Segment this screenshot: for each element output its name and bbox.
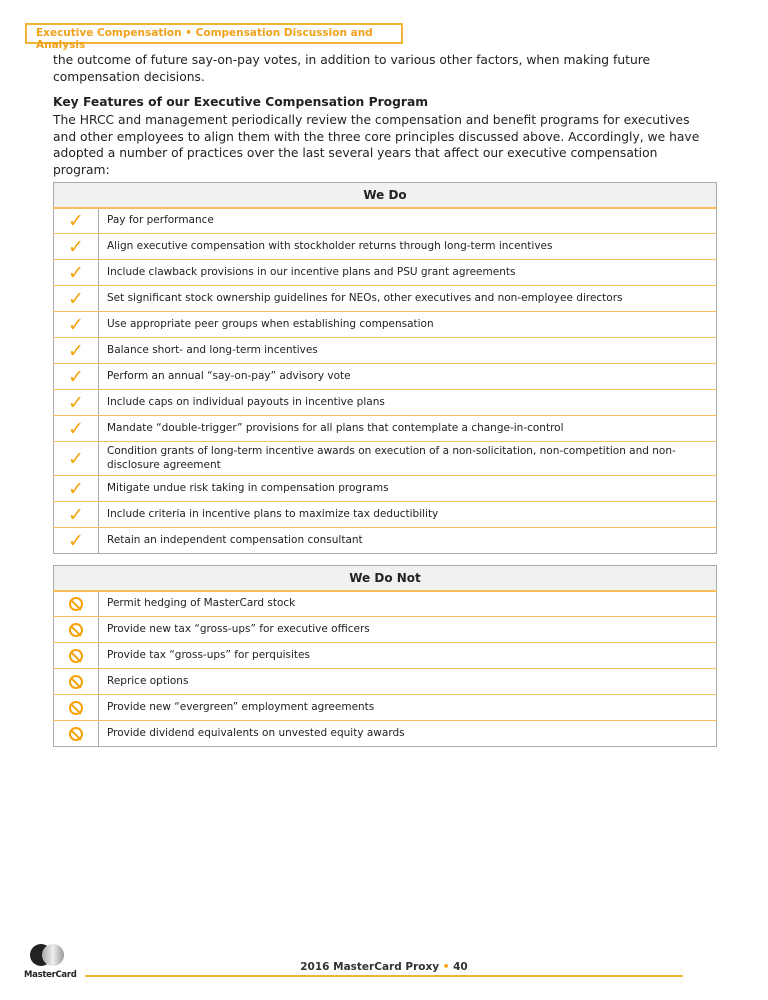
table-row [54, 364, 717, 390]
list-item: Retain an independent compensation consultant [99, 528, 717, 554]
table-row [54, 208, 717, 234]
section-body: The HRCC and management periodically review the compensation and benefit programs for executives and other employees to align them with the three core principles discussed above. Accordingly, we have adopted a number of practices over the last several years that affect our executive compensation program: [53, 113, 700, 177]
table-row [54, 721, 717, 747]
prohibited-icon [54, 591, 99, 617]
prohibited-icon [54, 669, 99, 695]
table-row [54, 528, 717, 554]
checkmark-icon: ✓ [54, 338, 99, 364]
we-do-not-table [53, 565, 717, 747]
checkmark-icon: ✓ [54, 208, 99, 234]
we-do-table [53, 182, 717, 554]
list-item: Set significant stock ownership guidelines for NEOs, other executives and non-employee directors [99, 286, 717, 312]
table-row [54, 312, 717, 338]
table-row [54, 669, 717, 695]
checkmark-icon: ✓ [54, 364, 99, 390]
list-item: Include clawback provisions in our incentive plans and PSU grant agreements [99, 260, 717, 286]
page-footer: 2016 MasterCard Proxy • 40 [300, 961, 468, 973]
footer-rule [85, 975, 683, 977]
prohibited-icon [54, 643, 99, 669]
table-row [54, 442, 717, 476]
table-row [54, 390, 717, 416]
checkmark-icon: ✓ [54, 234, 99, 260]
table-row [54, 338, 717, 364]
checkmark-icon: ✓ [54, 442, 99, 476]
list-item: Permit hedging of MasterCard stock [99, 591, 717, 617]
checkmark-icon: ✓ [54, 502, 99, 528]
table-row [54, 234, 717, 260]
list-item: Align executive compensation with stockholder returns through long-term incentives [99, 234, 717, 260]
list-item: Use appropriate peer groups when establishing compensation [99, 312, 717, 338]
intro-paragraph: the outcome of future say-on-pay votes, in addition to various other factors, when making future compensation decisions. [53, 53, 651, 84]
checkmark-icon: ✓ [54, 286, 99, 312]
list-item: Condition grants of long-term incentive awards on execution of a non-solicitation, non-competition and non-disclosure agreement [99, 442, 717, 476]
list-item: Mitigate undue risk taking in compensation programs [99, 476, 717, 502]
list-item: Provide new tax “gross-ups” for executive officers [99, 617, 717, 643]
checkmark-icon: ✓ [54, 528, 99, 554]
table-row [54, 643, 717, 669]
table-row [54, 416, 717, 442]
checkmark-icon: ✓ [54, 312, 99, 338]
list-item: Include caps on individual payouts in incentive plans [99, 390, 717, 416]
list-item: Mandate “double-trigger” provisions for all plans that contemplate a change-in-control [99, 416, 717, 442]
prohibited-icon [54, 695, 99, 721]
checkmark-icon: ✓ [54, 390, 99, 416]
list-item: Perform an annual “say-on-pay” advisory vote [99, 364, 717, 390]
table-row [54, 591, 717, 617]
list-item: Include criteria in incentive plans to maximize tax deductibility [99, 502, 717, 528]
we-do-title: We Do [54, 183, 717, 208]
page-number: 40 [453, 961, 468, 973]
list-item: Provide dividend equivalents on unvested equity awards [99, 721, 717, 747]
list-item: Provide new “evergreen” employment agreements [99, 695, 717, 721]
list-item: Balance short- and long-term incentives [99, 338, 717, 364]
checkmark-icon: ✓ [54, 260, 99, 286]
list-item: Pay for performance [99, 208, 717, 234]
checkmark-icon: ✓ [54, 476, 99, 502]
list-item: Reprice options [99, 669, 717, 695]
we-do-not-title: We Do Not [54, 566, 717, 591]
mastercard-logo: MasterCard [24, 944, 70, 980]
table-row [54, 476, 717, 502]
table-row [54, 260, 717, 286]
section-header: Executive Compensation • Compensation Discussion and Analysis [25, 23, 403, 44]
table-row [54, 286, 717, 312]
table-row [54, 502, 717, 528]
table-row [54, 617, 717, 643]
list-item: Provide tax “gross-ups” for perquisites [99, 643, 717, 669]
checkmark-icon: ✓ [54, 416, 99, 442]
prohibited-icon [54, 617, 99, 643]
prohibited-icon [54, 721, 99, 747]
section-title: Key Features of our Executive Compensation Program [53, 95, 429, 109]
table-row [54, 695, 717, 721]
